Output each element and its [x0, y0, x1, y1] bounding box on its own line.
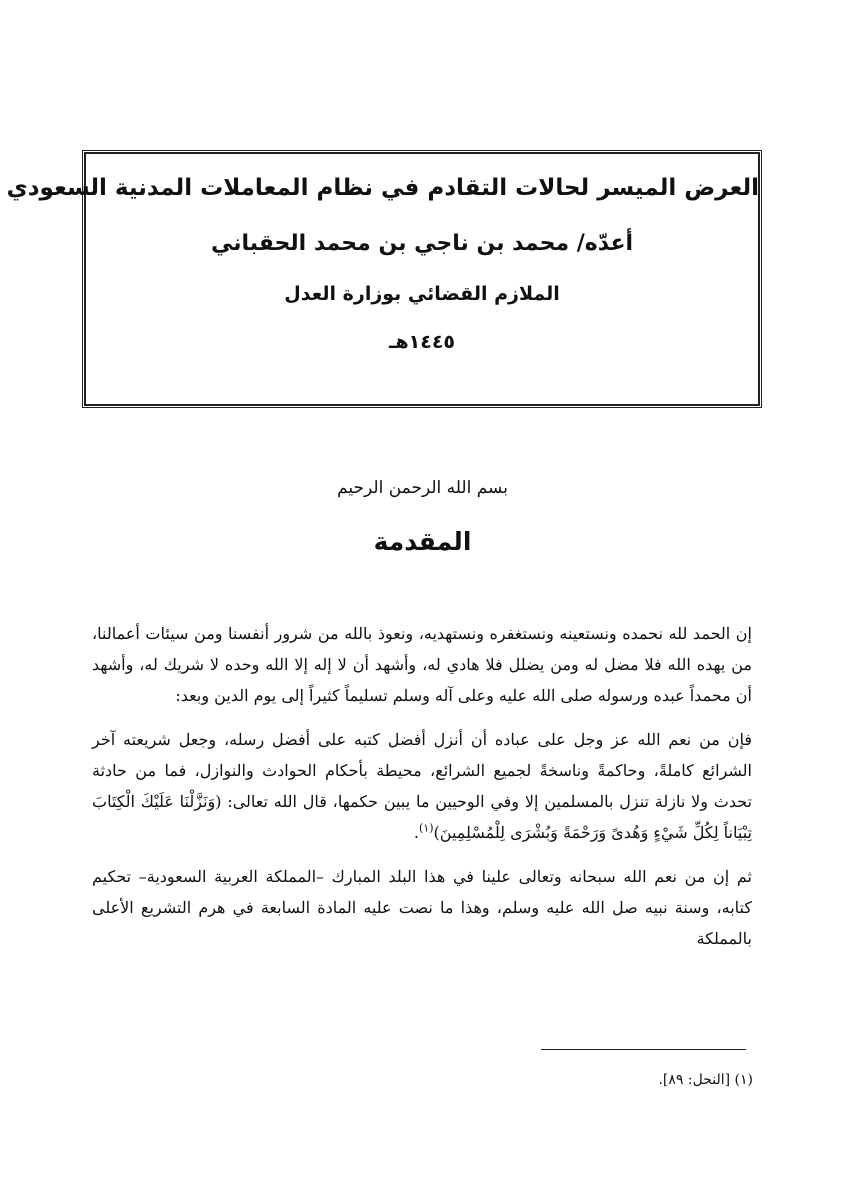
- footnote-separator: [541, 1049, 746, 1050]
- section-heading: المقدمة: [373, 527, 472, 556]
- paragraph-text: إن الحمد لله نحمده ونستعينه ونستغفره ونستهديه، ونعوذ بالله من شرور أنفسنا ومن سيئات أعمالنا، من يهده الله فلا مضل له ومن يضلل فلا هادي له، وأشهد أن لا إله إلا الله وحده لا شريك له، وأشهد أن محمداً عبده ورسوله صلى الله عليه وعلى آله وسلم تسليماً كثيراً إلى يوم الدين وبعد:: [92, 624, 752, 705]
- paragraph-text: ثم إن من نعم الله سبحانه وتعالى علينا في هذا البلد المبارك –المملكة العربية السعودية– تحكيم كتابه، وسنة نبيه صل الله عليه وسلم، وهذا ما نصت عليه المادة السابعة في هرم التشريع الأعلى بالمملكة: [92, 867, 752, 948]
- footnote: (١) [النحل: ٨٩].: [658, 1072, 753, 1088]
- author-line: أعدّه/ محمد بن ناجي بن محمد الحقباني: [210, 231, 634, 256]
- document-title: العرض الميسر لحالات التقادم في نظام المعاملات المدنية السعودي: [6, 175, 759, 201]
- paragraph-text: فإن من نعم الله عز وجل على عباده أن أنزل أفضل كتبه على أفضل رسله، وجعل شريعته آخر الشرائع كاملةً، وحاكمةً وناسخةً لجميع الشرائع، محيطة بأحكام الحوادث والنوازل، فما من حادثة تحدث ولا نازلة تنزل بالمسلمين إلا وفي الوحيين ما يبين حكمها، قال الله تعالى: (وَنَزَّلْنَا عَلَيْكَ الْكِتَابَ تِبْيَاناً لِكُلِّ شَيْءٍ وَهُدىً وَرَحْمَةً وَبُشْرَى لِلْمُسْلِمِينَ): [92, 730, 752, 842]
- title-box: [6, 150, 762, 408]
- paragraph: [92, 618, 752, 711]
- paragraph: فإن من نعم الله عز وجل على عباده أن أنزل أفضل كتبه على أفضل رسله، وجعل شريعته آخر الشرائع كاملةً، وحاكمةً وناسخةً لجميع الشرائع، محيطة بأحكام الحوادث والنوازل، فما من حادثة تحدث ولا نازلة تنزل بالمسلمين إلا وفي الوحيين ما يبين حكمها، قال الله تعالى: (وَنَزَّلْنَا عَلَيْكَ الْكِتَابَ تِبْيَاناً لِكُلِّ شَيْءٍ وَهُدىً وَرَحْمَةً وَبُشْرَى لِلْمُسْلِمِينَ)$^{(١)}$.: [92, 730, 752, 842]
- body-text: [92, 618, 752, 967]
- basmala: بسم الله الرحمن الرحيم: [337, 478, 508, 498]
- footnote-marker: (١): [419, 821, 434, 835]
- paragraph: [92, 861, 752, 954]
- hijri-year: ١٤٤٥هـ: [388, 331, 456, 353]
- author-position: الملازم القضائي بوزارة العدل: [284, 283, 560, 305]
